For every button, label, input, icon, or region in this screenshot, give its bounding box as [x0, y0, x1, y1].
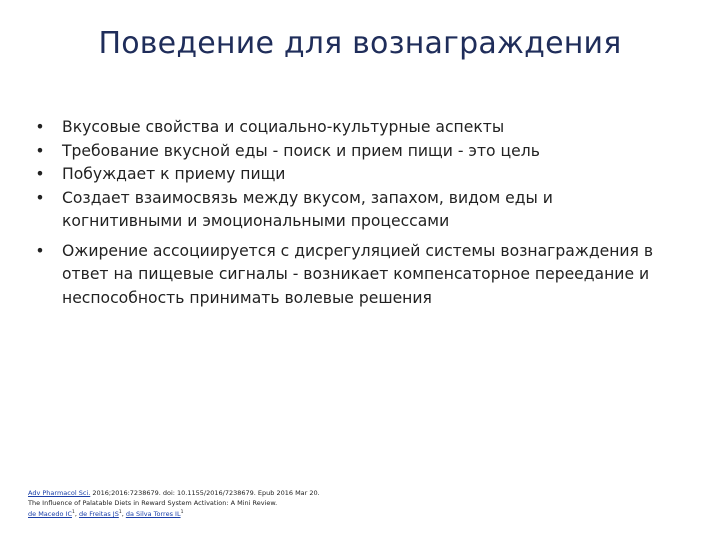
- author-affiliation: 1: [118, 510, 122, 515]
- bullet-text: Побуждает к приему пищи: [62, 165, 286, 183]
- author-separator: ,: [74, 510, 79, 519]
- bullet-item-obesity: [34, 240, 674, 311]
- bullet-text: Ожирение ассоциируется с дисрегуляцией системы вознаграждения в ответ на пищевые сигналы - возникает компенсаторное переедание и неспособность принимать волевые решения: [62, 241, 654, 307]
- bullet-dot-icon: •: [35, 118, 45, 136]
- author-link[interactable]: da Silva Torres IL: [125, 510, 181, 519]
- article-title: The Influence of Palatable Diets in Reward System Activation: A Mini Review.: [28, 499, 278, 507]
- bullet-text: Вкусовые свойства и социально-культурные аспекты: [62, 118, 505, 136]
- bullet-dot-icon: •: [35, 188, 45, 207]
- citation-details: 2016;2016:7238679. doi: 10.1155/2016/7238679. Epub 2016 Mar 20.: [90, 489, 320, 497]
- bullet-text: Создает взаимосвязь между вкусом, запахом, видом еды и когнитивными и эмоциональными процессами: [62, 188, 553, 230]
- bullet-item-connection: [34, 187, 674, 234]
- bullet-item-motivation: [34, 163, 674, 187]
- journal-link[interactable]: Adv Pharmacol Sci.: [28, 489, 91, 497]
- reference-citation: [28, 488, 448, 519]
- author-affiliation: 1: [180, 510, 184, 515]
- author-link[interactable]: de Freitas JS: [79, 510, 119, 519]
- bullet-list: [34, 116, 674, 310]
- author-affiliation: 1: [71, 510, 75, 515]
- bullet-item-demand: [34, 140, 674, 164]
- reference-source-line: [28, 488, 448, 498]
- bullet-dot-icon: •: [35, 165, 45, 183]
- authors-line: [28, 508, 448, 519]
- bullet-dot-icon: •: [35, 141, 45, 160]
- bullet-text: Требование вкусной еды - поиск и прием пищи - это цель: [62, 141, 540, 160]
- bullet-dot-icon: •: [35, 241, 45, 260]
- author-link[interactable]: de Macedo IC: [28, 510, 72, 519]
- bullet-item-taste: [34, 116, 674, 140]
- slide-title: Поведение для вознаграждения: [98, 26, 622, 61]
- author-separator: ,: [121, 510, 126, 519]
